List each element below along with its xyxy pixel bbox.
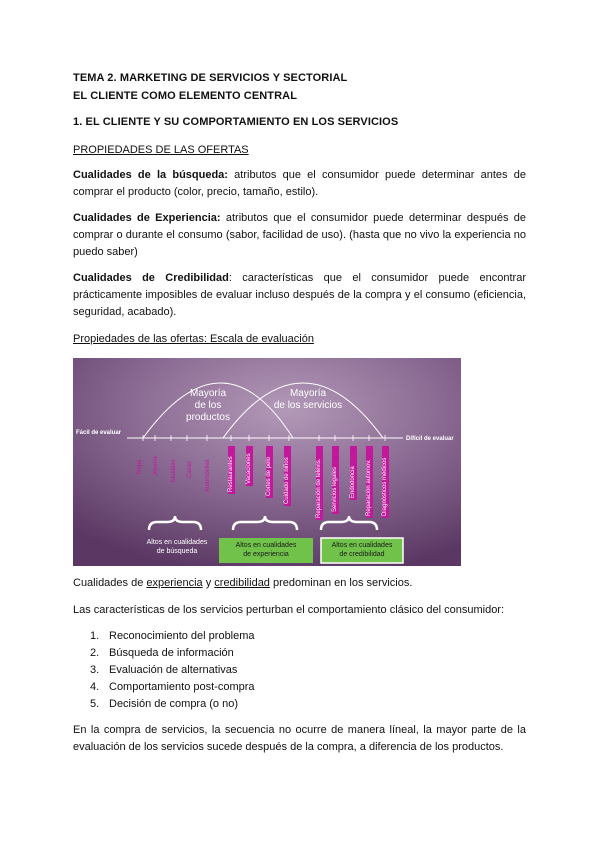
credence-item-endodoncia: Endodoncia — [350, 466, 356, 498]
busqueda-label: Cualidades de la búsqueda: — [73, 169, 228, 181]
experience-item-cuidado-ninos: Cuidado de niños — [284, 457, 290, 504]
perturban-sentence: Las características de los servicios perturban el comportamiento clásico del consumidor: — [73, 604, 505, 616]
services-label-line1: Mayoría — [289, 388, 327, 399]
credence-item-reparacion-tv: Reparación de televis. — [316, 458, 322, 518]
experience-item-vacaciones: Vacaciones — [246, 453, 252, 484]
services-curve-label — [271, 388, 345, 412]
credence-item-reparacion-auto: Reparación automov. — [366, 459, 372, 516]
experiencia-paragraph — [73, 210, 526, 261]
list-item: 2. Búsqueda de información — [90, 647, 234, 659]
search-item-ropa: Ropa — [137, 459, 143, 474]
dominan-sentence — [73, 575, 412, 592]
credence-box-line2: de credibilidad — [339, 551, 385, 558]
credibilidad-text: : características que el consumidor puede encontrar prácticamente imposibles de evaluar incluso después de la compra y el consumo (eficiencia, seguridad, acabado). — [73, 272, 526, 318]
props-title: PROPIEDADES DE LAS OFERTAS — [73, 144, 249, 156]
consumer-process-list — [90, 628, 255, 713]
search-item-casas: Casas — [187, 460, 193, 478]
experience-box-line1: Altos en cualidades — [235, 542, 297, 549]
experience-box-line2: de experiencia — [243, 551, 289, 558]
section-title: 1. EL CLIENTE Y SU COMPORTAMIENTO EN LOS SERVICIOS — [73, 116, 399, 128]
figure-caption: Propiedades de las ofertas: Escala de evaluación — [73, 333, 314, 345]
products-curve-label — [173, 388, 243, 424]
credence-box-label — [321, 541, 403, 559]
evaluation-scale-figure — [73, 358, 461, 566]
search-box-line1: Altos en cualidades — [146, 539, 208, 546]
axis-left-label: Fácil de evaluar — [76, 430, 122, 436]
search-box-label — [139, 538, 215, 556]
credence-box-line1: Altos en cualidades — [331, 542, 393, 549]
list-item: 1. Reconocimiento del problema — [90, 630, 255, 642]
doc-subtitle: EL CLIENTE COMO ELEMENTO CENTRAL — [73, 90, 298, 102]
experience-item-cortes-pelo: Cortes de pelo — [266, 456, 272, 496]
experience-box-label — [219, 541, 313, 559]
dominan-part2: predominan en los servicios. — [269, 577, 413, 589]
search-item-joyeria: Joyería — [153, 456, 159, 476]
busqueda-paragraph — [73, 167, 526, 201]
search-box-line2: de búsqueda — [156, 548, 198, 555]
credibilidad-paragraph — [73, 270, 526, 321]
credence-item-diagnosticos: Diagnósticos médicos — [382, 457, 388, 516]
dominan-part1: Cualidades de — [73, 577, 147, 589]
dominan-y: y — [202, 577, 215, 589]
products-label-line2: de los productos — [186, 400, 230, 423]
busqueda-text: atributos que el consumidor puede determinar antes de comprar el producto (color, precio, tamaño, estilo). — [73, 169, 526, 198]
dominan-credibilidad: credibilidad — [214, 577, 270, 589]
list-item: 3. Evaluación de alternativas — [90, 664, 238, 676]
search-item-automoviles: Automóviles — [205, 459, 211, 492]
experience-item-restaurantes: Restaurantes — [228, 456, 234, 492]
services-label-line2: de los servicios — [273, 400, 343, 411]
search-item-muebles: Muebles — [171, 459, 177, 482]
experiencia-label: Cualidades de Experiencia: — [73, 212, 221, 224]
list-item: 4. Comportamiento post-compra — [90, 681, 255, 693]
experiencia-text: atributos que el consumidor puede determinar después de comprar o durante el consumo (sabor, facilidad de uso). (hasta que no vivo la experiencia no puedo saber) — [73, 212, 526, 258]
axis-right-label: Difícil de evaluar — [406, 436, 454, 442]
closing-paragraph: En la compra de servicios, la secuencia no ocurre de manera líneal, la mayor parte de la evaluación de los servicios sucede después de la compra, a diferencia de los productos. — [73, 724, 526, 753]
products-label-line1: Mayoría — [189, 388, 227, 399]
credibilidad-label: Cualidades de Credibilidad — [73, 272, 229, 284]
list-item: 5. Decisión de compra (o no) — [90, 698, 239, 710]
credence-item-servicios-legales: Servicios legales — [332, 466, 338, 512]
doc-title: TEMA 2. MARKETING DE SERVICIOS Y SECTORIAL — [73, 72, 348, 84]
dominan-experiencia: experiencia — [146, 577, 203, 589]
